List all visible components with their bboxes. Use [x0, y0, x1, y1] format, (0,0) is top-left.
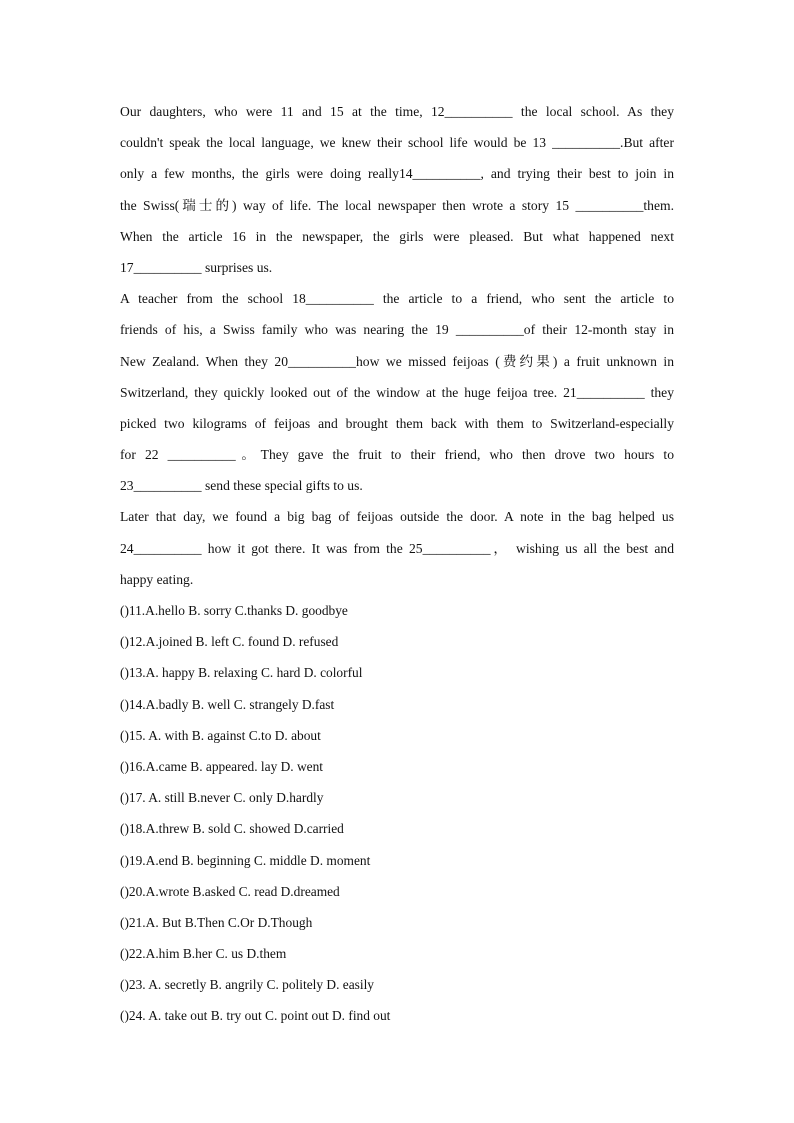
passage-line: happy eating. [120, 571, 194, 587]
passage-line: the Swiss(瑞士的) way of life. The local newspaper then wrote a story 15 __________them. [120, 197, 674, 213]
passage-line: New Zealand. When they 20__________how we missed feijoas (费约果) a fruit unknown in [120, 353, 674, 369]
option-item: ()15. A. with B. against C.to D. about [120, 727, 321, 743]
option-item: ()16.A.came B. appeared. lay D. went [120, 758, 324, 774]
option-item: ()13.A. happy B. relaxing C. hard D. colorful [120, 665, 363, 681]
passage-line: friends of his, a Swiss family who was nearing the 19 __________of their 12-month stay in [120, 322, 674, 338]
option-item: ()23. A. secretly B. angrily C. politely D. easily [120, 977, 375, 993]
option-item: ()11.A.hello B. sorry C.thanks D. goodbye [120, 603, 348, 618]
options-list [120, 595, 674, 1032]
passage-line: 24__________ how it got there. It was from the 25__________， wishing us all the best and [120, 540, 674, 556]
passage-line: Our daughters, who were 11 and 15 at the time, 12__________ the local school. As they [120, 104, 674, 119]
passage-line: for 22 __________。They gave the fruit to their friend, who then drove two hours to [120, 447, 674, 463]
passage-line: 17__________ surprises us. [120, 259, 273, 275]
passage-line: When the article 16 in the newspaper, the girls were pleased. But what happened next [120, 228, 674, 244]
passage-line: only a few months, the girls were doing really14__________, and trying their best to join in [120, 166, 674, 182]
option-item: ()12.A.joined B. left C. found D. refused [120, 634, 339, 650]
passage-line: picked two kilograms of feijoas and brought them back with them to Switzerland-especially [120, 415, 674, 431]
option-item: ()14.A.badly B. well C. strangely D.fast [120, 696, 335, 712]
passage-line: 23__________ send these special gifts to us. [120, 478, 363, 494]
option-item: ()17. A. still B.never C. only D.hardly [120, 790, 324, 806]
passage-line: Switzerland, they quickly looked out of the window at the huge feijoa tree. 21__________ they [120, 384, 674, 400]
option-item: ()18.A.threw B. sold C. showed D.carried [120, 821, 344, 837]
option-item: ()19.A.end B. beginning C. middle D. moment [120, 852, 371, 868]
option-item: ()21.A. But B.Then C.Or D.Though [120, 914, 313, 930]
passage-line: A teacher from the school 18__________ the article to a friend, who sent the article to [120, 291, 674, 307]
passage-line: Later that day, we found a big bag of feijoas outside the door. A note in the bag helped us [120, 509, 674, 525]
option-item: ()22.A.him B.her C. us D.them [120, 946, 287, 962]
passage [120, 96, 674, 595]
option-item: ()20.A.wrote B.asked C. read D.dreamed [120, 883, 340, 899]
passage-line: couldn't speak the local language, we knew their school life would be 13 __________.But after [120, 135, 674, 151]
option-item: ()24. A. take out B. try out C. point out D. find out [120, 1008, 391, 1024]
document-page [120, 96, 674, 1032]
